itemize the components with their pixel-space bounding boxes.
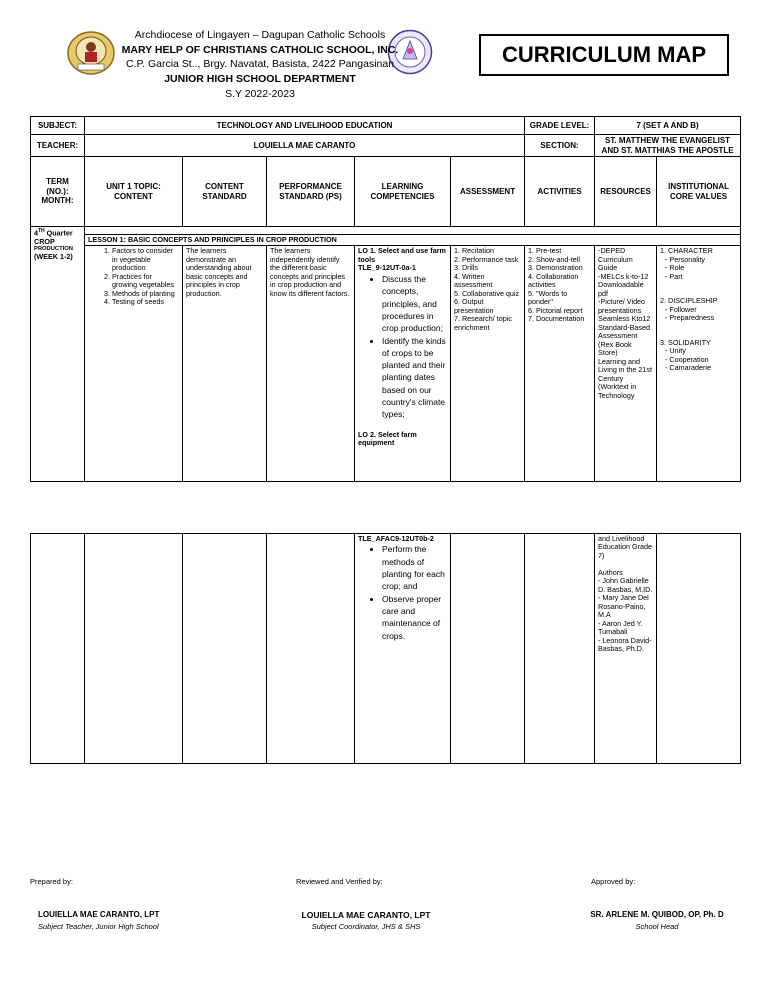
subject-label: SUBJECT: — [31, 117, 85, 135]
list-item: 6. Output presentation — [454, 297, 494, 315]
list-item: • Observe proper care and maintenance of crops. — [382, 593, 447, 642]
list-item: 3. Drills — [454, 263, 478, 273]
list-item: 4. Testing of seeds — [112, 298, 179, 306]
prepared-by-name: LOUIELLA MAE CARANTO, LPT — [38, 910, 160, 919]
list-item: - Preparedness — [665, 313, 715, 323]
col-term: TERM (NO.): MONTH: — [31, 157, 85, 227]
document-title: CURRICULUM MAP — [479, 34, 729, 76]
performance-standard-cell: The learners independently identify the different basic concepts and principles in crop production and know its different factors. — [267, 246, 355, 482]
section-value: ST. MATTHEW THE EVANGELIST AND ST. MATTHIAS THE APOSTLE — [595, 135, 741, 157]
reviewed-by-label: Reviewed and Verified by: — [296, 877, 383, 886]
term-cell: 4TH Quarter CROP PRODUCTION (WEEK 1-2) — [31, 227, 85, 482]
curriculum-map-table — [30, 116, 741, 482]
empty-cell — [85, 534, 183, 764]
col-learning-competencies: LEARNING COMPETENCIES — [355, 157, 451, 227]
list-item: 1. Pre-test — [528, 246, 562, 256]
list-item: 5. "Words to ponder" — [528, 288, 568, 307]
empty-cell — [525, 534, 595, 764]
teacher-value: LOUIELLA MAE CARANTO — [85, 135, 525, 157]
list-item: • Discuss the concepts, principles, and procedures in crop production; — [382, 273, 447, 335]
school-name: MARY HELP OF CHRISTIANS CATHOLIC SCHOOL, INC. — [121, 44, 399, 56]
spacer-row — [85, 227, 741, 235]
list-item: 2. Practices for growing vegetables — [112, 273, 179, 290]
empty-cell — [183, 534, 267, 764]
resources-continuation-cell: and Livelihood Education Grade 7) Authors - John Gabrielle D. Basbas, M.ID. - Mary Jane Del Rosario-Paino, M.A - Aaron Jed Y. Tumabali - Leonora David-Basbas, Ph.D. — [595, 534, 657, 764]
list-item: 6. Pictorial report — [528, 305, 583, 315]
column-header-row — [31, 157, 741, 227]
list-item: - Personality — [665, 254, 705, 264]
reviewed-by-role: Subject Coordinator, JHS & SHS — [311, 922, 421, 931]
list-item: 7. Research/ topic enrichment — [454, 314, 512, 332]
empty-cell — [31, 534, 85, 764]
approved-by-name: SR. ARLENE M. QUIBOD, OP, Ph. D — [590, 910, 724, 919]
list-item: - Role — [665, 263, 685, 273]
teacher-label: TEACHER: — [31, 135, 85, 157]
topic-list — [88, 247, 179, 306]
list-item: 4. Collaboration activities — [528, 271, 579, 290]
competencies-cell — [355, 246, 451, 482]
col-assessment: ASSESSMENT — [451, 157, 525, 227]
reviewed-by-name: LOUIELLA MAE CARANTO, LPT — [301, 910, 431, 920]
lo2-list — [358, 543, 447, 642]
list-item: 3. Demonstration — [528, 263, 583, 273]
empty-cell — [451, 534, 525, 764]
col-resources: RESOURCES — [595, 157, 657, 227]
resources-cell: -DEPED Curriculum Guide -MELCs k-to-12 Downloadable pdf -Picture/ Video presentations Seamless Kto12 Standard-Based Assessment (Rex Book Store) Learning and Living in the 21st Century (Worktext in Technology — [595, 246, 657, 482]
lo1-title: LO 1. Select and use farm tools — [358, 246, 446, 264]
lo1-list — [358, 273, 447, 421]
lo2-title: LO 2. Select farm equipment — [358, 429, 417, 448]
lo2-code: TLE_AFAC9-12UT0b-2 — [358, 534, 434, 543]
department-name: JUNIOR HIGH SCHOOL DEPARTMENT — [164, 73, 356, 85]
core-value-group: 1. CHARACTER — [660, 246, 713, 256]
competencies-continuation-cell — [355, 534, 451, 764]
assessment-cell — [451, 246, 525, 482]
topic-cell — [85, 246, 183, 482]
list-item: 7. Documentation — [528, 314, 585, 324]
empty-cell — [657, 534, 741, 764]
list-item: - Cooperation — [665, 354, 709, 364]
list-item: 4. Written assessment — [454, 271, 493, 290]
approved-by-role: School Head — [635, 922, 679, 931]
list-item: • Perform the methods of planting for each crop; and — [382, 543, 447, 592]
core-values-cell — [657, 246, 741, 482]
list-item: 3. Methods of planting — [112, 290, 179, 298]
list-item: - Camaraderie — [665, 363, 711, 373]
col-core-values: INSTITUTIONAL CORE VALUES — [657, 157, 741, 227]
content-standard-cell: The learners demonstrate an understanding about basic concepts and principles in crop production. — [183, 246, 267, 482]
core-value-group: 3. SOLIDARITY — [660, 337, 711, 347]
col-content-standard: CONTENT STANDARD — [183, 157, 267, 227]
col-performance-standard: PERFORMANCE STANDARD (PS) — [267, 157, 355, 227]
lesson-title: LESSON 1: BASIC CONCEPTS AND PRINCIPLES IN CROP PRODUCTION — [85, 235, 741, 246]
col-activities: ACTIVITIES — [525, 157, 595, 227]
col-topic: UNIT 1 TOPIC: CONTENT — [85, 157, 183, 227]
school-address: C.P. Garcia St.., Brgy. Navatat, Basista, 2422 Pangasinan — [125, 58, 395, 70]
list-item: • Identify the kinds of crops to be planted and their planting dates based on our country's climate types; — [382, 335, 447, 421]
curriculum-map-continuation-table — [30, 533, 741, 764]
list-item: 2. Show-and-tell — [528, 254, 580, 264]
activities-cell — [525, 246, 595, 482]
list-item: 2. Performance task — [454, 254, 519, 264]
section-label: SECTION: — [525, 135, 595, 157]
list-item: 5. Collaborative quiz — [454, 288, 520, 298]
empty-cell — [267, 534, 355, 764]
list-item: 1. Recitation — [454, 246, 494, 256]
archdiocese-line: Archdiocese of Lingayen – Dagupan Catholic Schools — [134, 29, 386, 41]
list-item: - Follower — [665, 304, 697, 314]
list-item: - Part — [665, 271, 683, 281]
prepared-by-role: Subject Teacher, Junior High School — [38, 922, 159, 931]
prepared-by-label: Prepared by: — [30, 877, 73, 886]
lo1-code: TLE_9-12UT-0a-1 — [358, 263, 416, 273]
subject-row — [31, 117, 741, 135]
list-item: 1. Factors to consider in vegetable production — [112, 247, 179, 272]
subject-value: TECHNOLOGY AND LIVELIHOOD EDUCATION — [85, 117, 525, 135]
core-value-group: 2. DISCIPLESHIP — [660, 296, 718, 306]
list-item: - Unity — [665, 346, 686, 356]
grade-level-value: 7 (SET A AND B) — [595, 117, 741, 135]
school-year: S.Y 2022-2023 — [225, 88, 295, 100]
approved-by-label: Approved by: — [591, 877, 636, 886]
grade-level-label: GRADE LEVEL: — [525, 117, 595, 135]
teacher-row — [31, 135, 741, 157]
